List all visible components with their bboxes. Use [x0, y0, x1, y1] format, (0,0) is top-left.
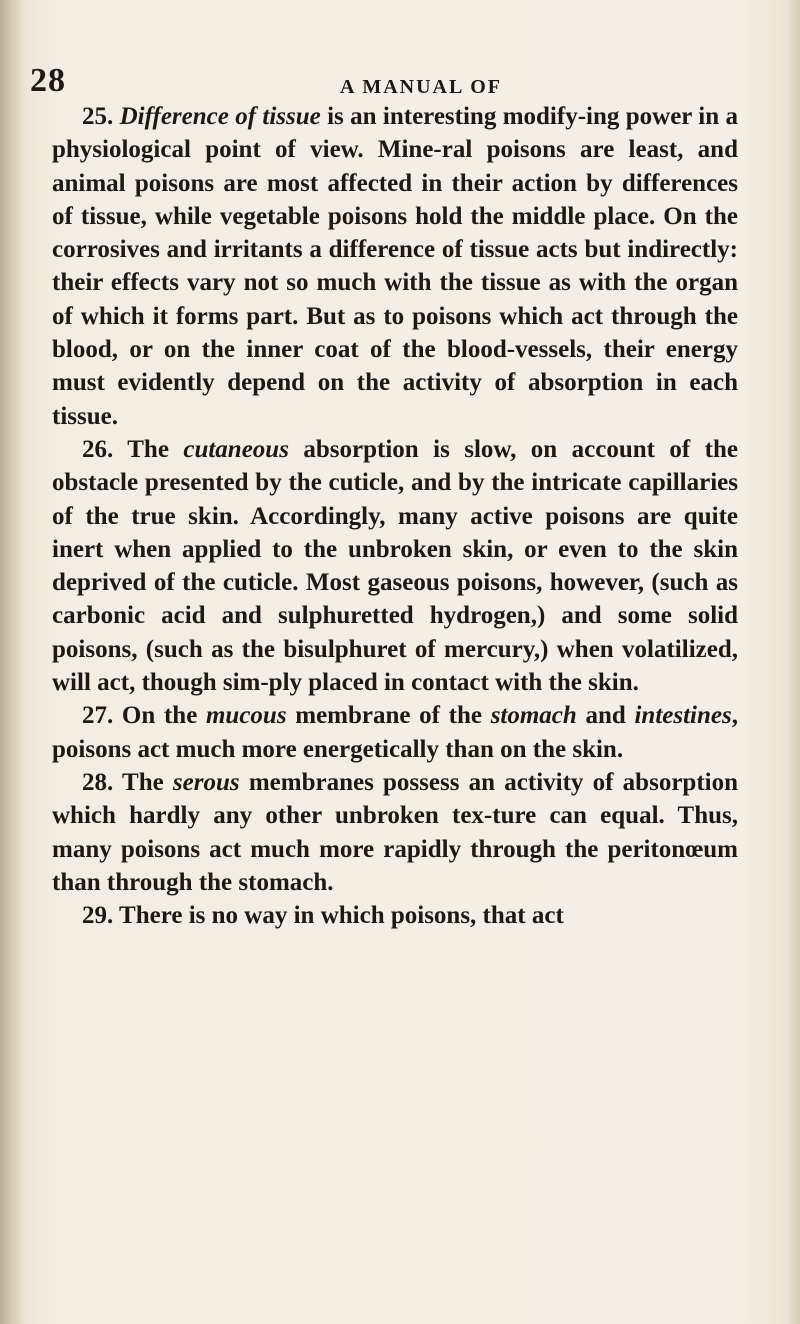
paragraph-number: 27.: [82, 702, 114, 730]
paragraph-text: membrane of the: [286, 702, 491, 730]
emphasis-term: serous: [172, 768, 240, 796]
paragraph-text: is an interesting modify-ing power in a physiological point of view. Mine-ral poisons are least, and animal poisons are most affected in their action by differences of tissue, while vegetable poisons hold the middle place. On the corrosives and irritants a difference of tissue acts but indirectly: their effects vary not so much with the tissue as with the organ of which it forms part. But as to poisons which act through the blood, or on the inner coat of the blood-vessels, their energy must evidently depend on the activity of absorption in each tissue.: [52, 103, 739, 430]
paragraph-text: , poisons act much more energetically than on the skin.: [52, 702, 738, 763]
paragraph-text: On the: [113, 702, 206, 730]
paragraph-28: [52, 766, 738, 899]
paragraph-text: The: [113, 435, 184, 463]
paragraph-text: absorption is slow, on account of the obstacle presented by the cuticle, and by the intricate capillaries of the true skin. Accordingly, many active poisons are quite inert when applied to the unbroken skin, or even to the skin deprived of the cuticle. Most gaseous poisons, however, (such as carbonic acid and sulphuretted hydrogen,) and some solid poisons, (such as the bisulphuret of mercury,) when volatilized, will act, though sim-ply placed in contact with the skin.: [52, 435, 738, 697]
emphasis-term: cutaneous: [183, 435, 289, 463]
paragraph-26: [52, 433, 738, 699]
body-text: [52, 100, 738, 932]
paragraph-text: The: [113, 768, 173, 796]
paragraph-number: 29.: [82, 902, 114, 930]
page-header: [0, 62, 800, 102]
paragraph-number: 26.: [82, 435, 114, 463]
paragraph-25: [52, 100, 738, 433]
paragraph-number: 28.: [82, 768, 114, 796]
emphasis-term: Difference of tissue: [119, 103, 321, 130]
paragraph-27: [52, 699, 738, 766]
paragraph-text: and: [576, 702, 635, 730]
paragraph-29: [52, 899, 738, 932]
page-gutter-shadow: [0, 0, 26, 1324]
paragraph-text: membranes possess an activity of absorption which hardly any other unbroken tex-ture can equal. Thus, many poisons act much more rapidly through the peritonœum than through the stomach.: [52, 768, 738, 896]
paragraph-number: 25.: [82, 103, 114, 130]
emphasis-term: intestines: [634, 702, 732, 730]
paragraph-text: There is no way in which poisons, that act: [113, 902, 564, 930]
running-head: A MANUAL OF: [340, 76, 502, 98]
emphasis-term: mucous: [205, 702, 287, 730]
page-edge-shadow: [786, 0, 800, 1324]
page-number: 28: [30, 62, 66, 99]
emphasis-term: stomach: [490, 702, 577, 730]
